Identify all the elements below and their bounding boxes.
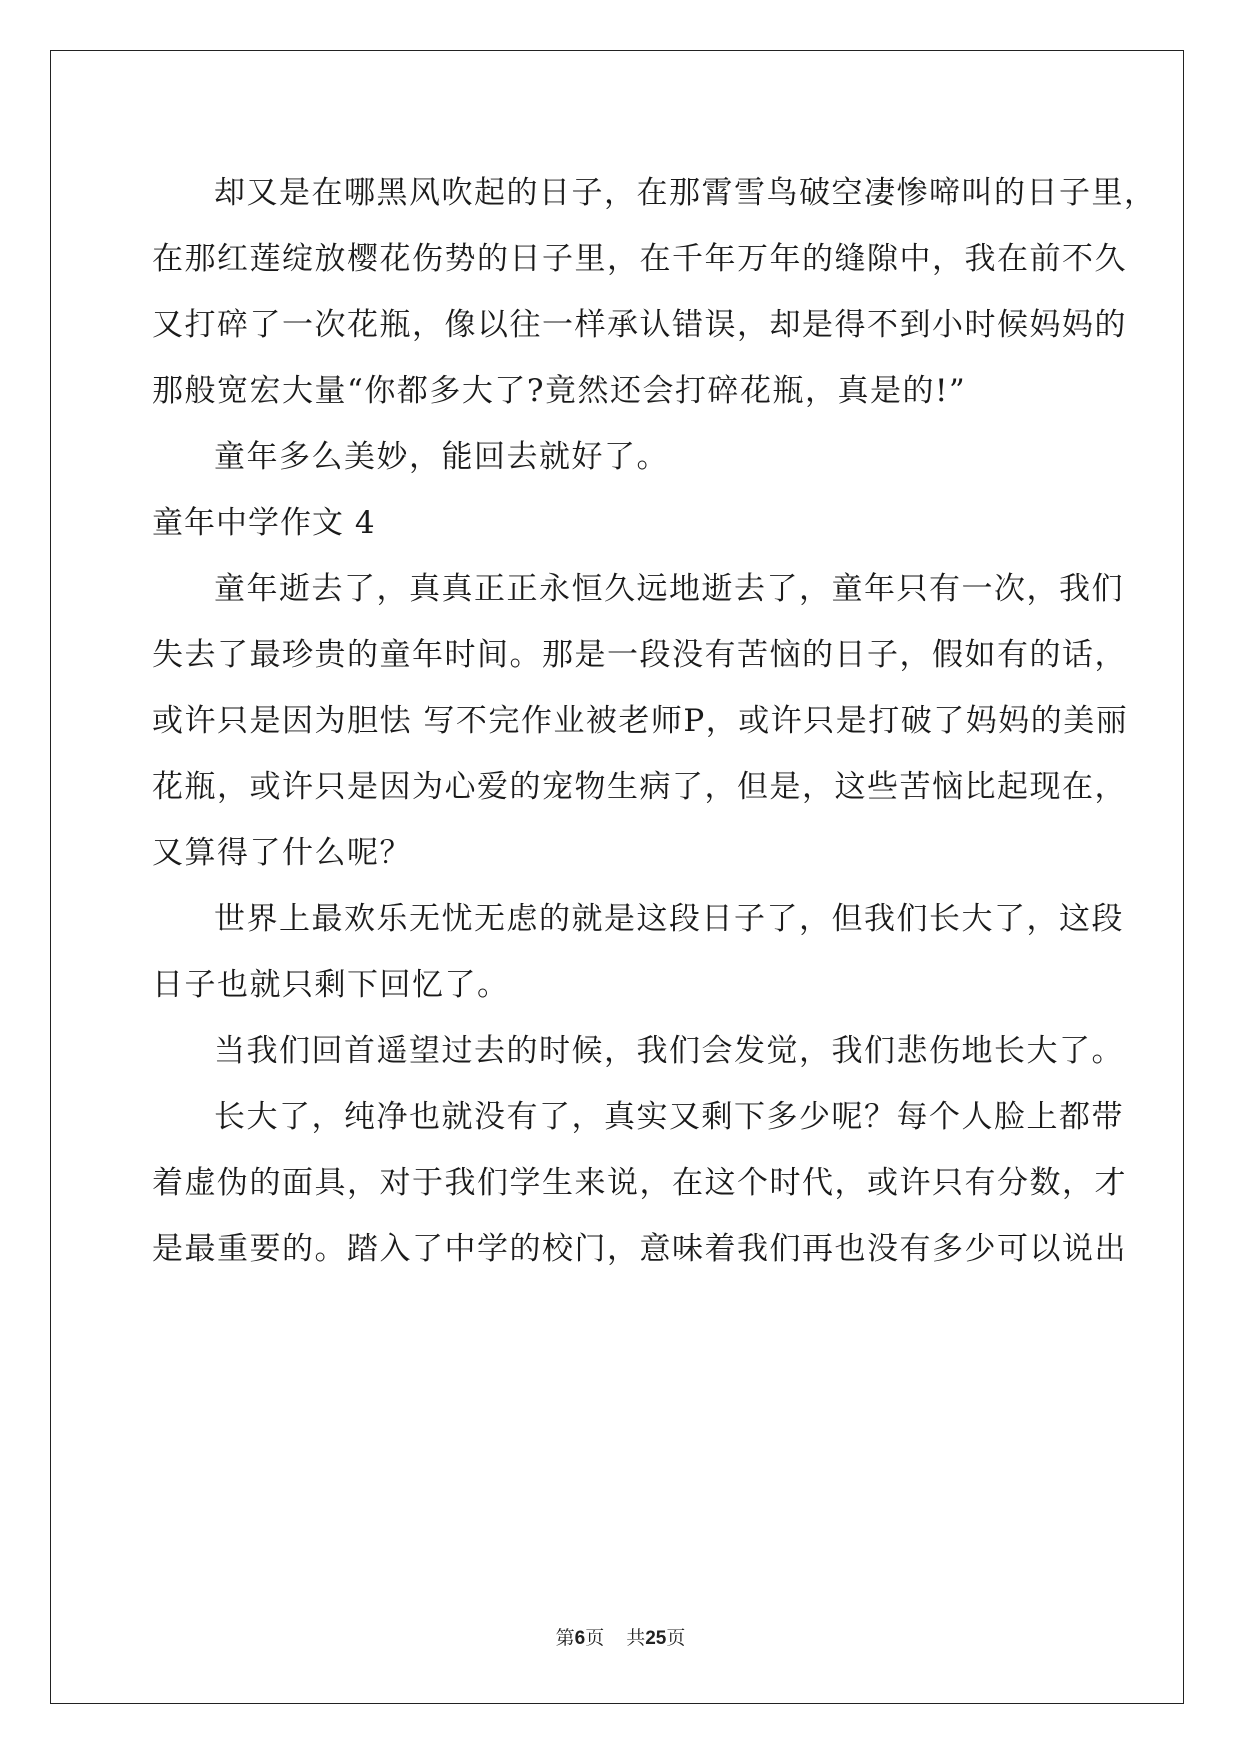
text-line: 失去了最珍贵的童年时间。那是一段没有苦恼的日子，假如有的话， — [152, 637, 1127, 673]
text-line: 世界上最欢乐无忧无虑的就是这段日子了，但我们长大了，这段 — [214, 901, 1124, 937]
text-line: 却又是在哪黑风吹起的日子，在那霄雪鸟破空凄惨啼叫的日子里， — [214, 175, 1157, 211]
text-line: 花瓶，或许只是因为心爱的宠物生病了，但是，这些苦恼比起现在， — [152, 769, 1127, 805]
footer-page-suffix: 页 — [585, 1627, 605, 1649]
page-number: 6 — [574, 1628, 586, 1649]
text-line: 童年逝去了，真真正正永恒久远地逝去了，童年只有一次，我们 — [214, 571, 1124, 607]
text-line: 或许只是因为胆怯 写不完作业被老师P，或许只是打破了妈妈的美丽 — [152, 703, 1129, 739]
section-heading: 童年中学作文 4 — [152, 505, 376, 541]
text-line: 着虚伪的面具，对于我们学生来说，在这个时代，或许只有分数，才 — [152, 1165, 1127, 1201]
text-line: 又打碎了一次花瓶，像以往一样承认错误，却是得不到小时候妈妈的 — [152, 307, 1127, 343]
text-line: 是最重要的。踏入了中学的校门，意味着我们再也没有多少可以说出 — [152, 1231, 1127, 1267]
text-line: 日子也就只剩下回忆了。 — [152, 967, 510, 1003]
text-line: 又算得了什么呢？ — [152, 835, 412, 871]
text-line: 那般宽宏大量“你都多大了?竟然还会打碎花瓶，真是的!” — [152, 373, 967, 409]
footer-prefix: 第 — [555, 1627, 575, 1649]
page-footer — [0, 1626, 1241, 1651]
text-line: 童年多么美妙，能回去就好了。 — [214, 439, 669, 475]
total-pages: 25 — [645, 1628, 667, 1649]
text-line: 在那红莲绽放樱花伤势的日子里，在千年万年的缝隙中，我在前不久 — [152, 241, 1127, 277]
text-line: 长大了，纯净也就没有了，真实又剩下多少呢？每个人脸上都带 — [214, 1099, 1124, 1135]
document-body — [152, 160, 1157, 1282]
text-line: 当我们回首遥望过去的时候，我们会发觉，我们悲伤地长大了。 — [214, 1033, 1124, 1069]
footer-total-prefix: 共 — [626, 1627, 646, 1649]
footer-total-suffix: 页 — [666, 1627, 686, 1649]
